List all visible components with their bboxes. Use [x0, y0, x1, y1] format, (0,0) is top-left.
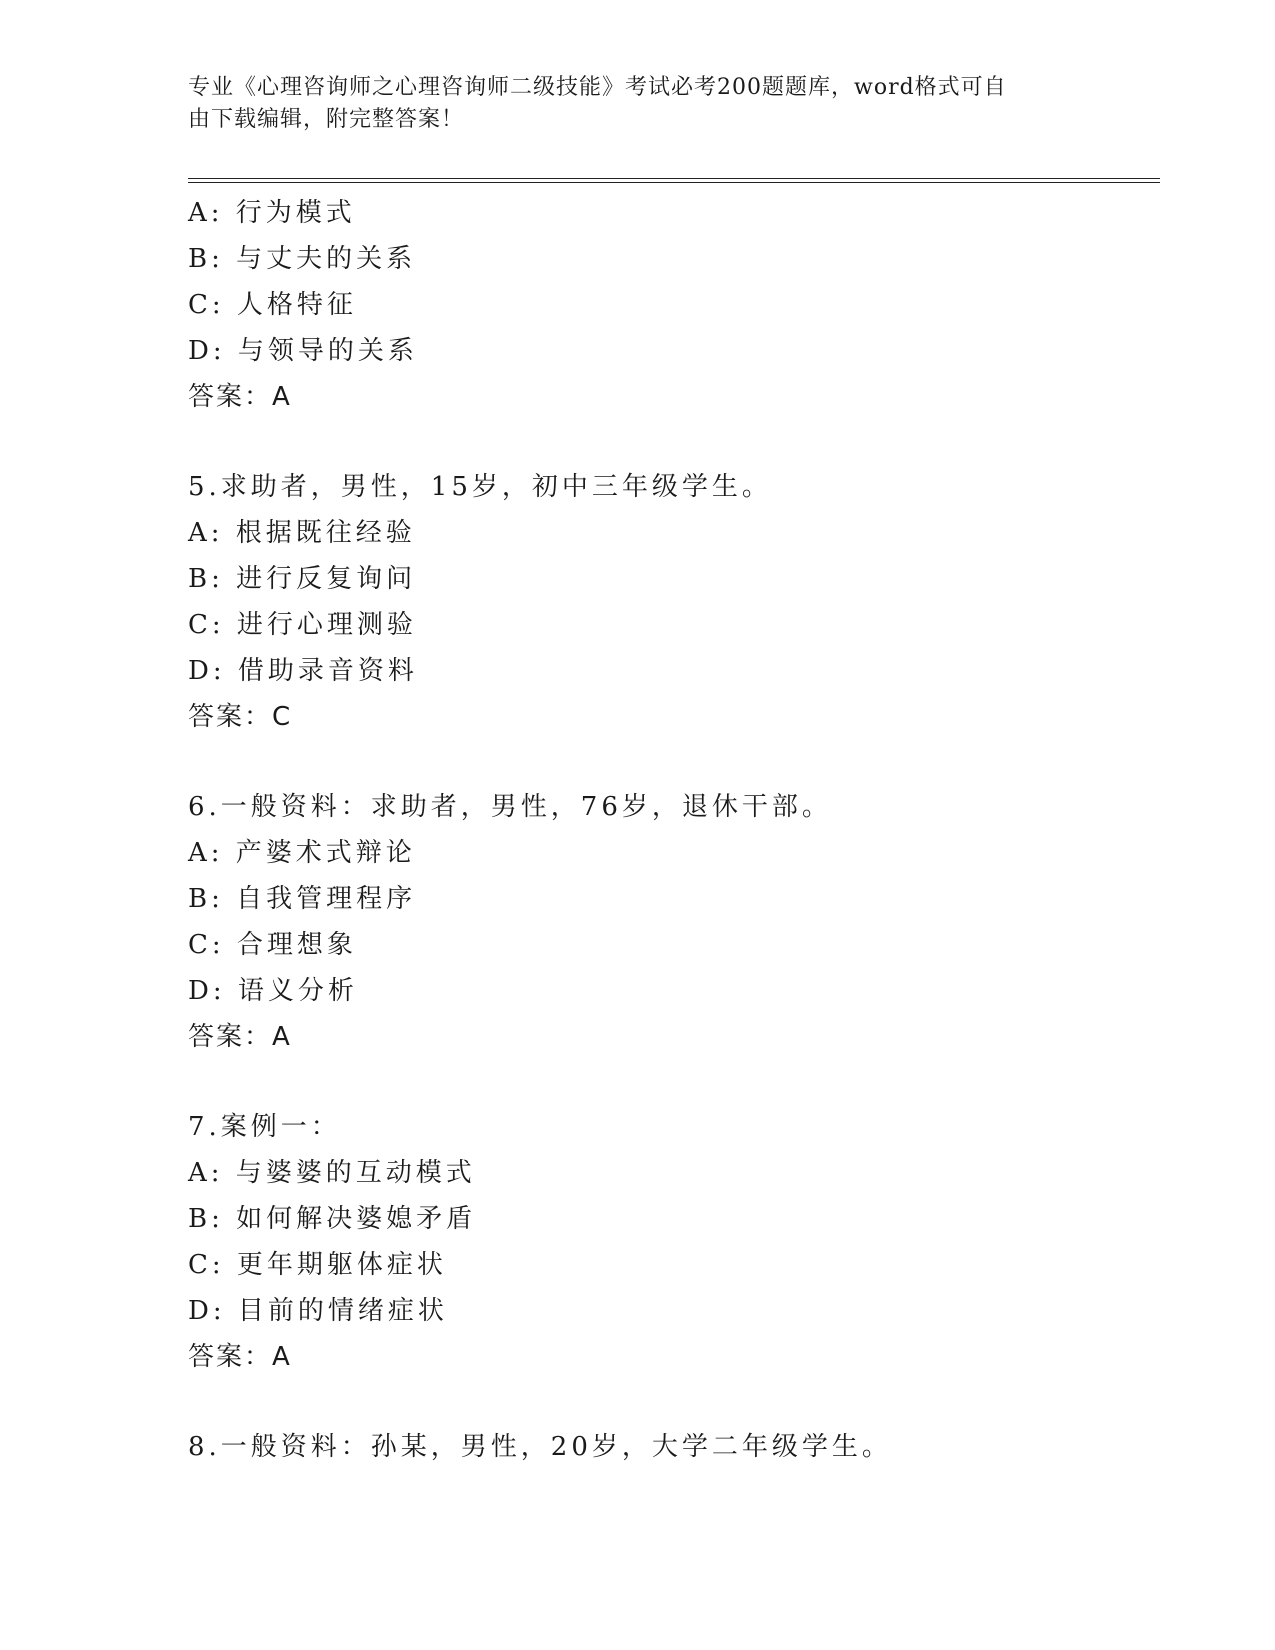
option-a: A: 根据既往经验 [188, 518, 416, 548]
option-a: A: 与婆婆的互动模式 [188, 1158, 476, 1188]
option-b: B: 如何解决婆媳矛盾 [188, 1204, 477, 1234]
spacer [188, 420, 1148, 464]
question-text: 8.一般资料：孙某，男性，20岁，大学二年级学生。 [188, 1432, 892, 1462]
question-list [188, 190, 1148, 1470]
answer-line: 答案：A [188, 1022, 292, 1052]
option-a: A: 产婆术式辩论 [188, 838, 416, 868]
question-text: 6.一般资料：求助者，男性，76岁，退休干部。 [188, 792, 832, 822]
option-b: B: 进行反复询问 [188, 564, 417, 594]
option-c: C: 合理想象 [188, 930, 357, 960]
question-text: 7.案例一： [188, 1112, 341, 1142]
option-d: D: 目前的情绪症状 [188, 1296, 448, 1326]
option-d: D: 语义分析 [188, 976, 358, 1006]
question-block-7 [188, 1104, 1148, 1380]
option-a: A: 行为模式 [188, 198, 356, 228]
question-block-4 [188, 190, 1148, 420]
header-divider [188, 178, 1160, 183]
question-block-6 [188, 784, 1148, 1060]
question-block-8 [188, 1424, 1148, 1470]
option-c: C: 更年期躯体症状 [188, 1250, 447, 1280]
document-header [188, 72, 1068, 136]
option-d: D: 与领导的关系 [188, 336, 418, 366]
header-line-2: 由下载编辑，附完整答案！ [188, 107, 465, 132]
question-block-5 [188, 464, 1148, 740]
question-text: 5.求助者，男性，15岁，初中三年级学生。 [188, 472, 772, 502]
option-c: C: 人格特征 [188, 290, 357, 320]
spacer [188, 740, 1148, 784]
header-line-1: 专业《心理咨询师之心理咨询师二级技能》考试必考200题题库，word格式可自 [188, 75, 1007, 100]
answer-line: 答案：C [188, 702, 293, 732]
spacer [188, 1380, 1148, 1424]
answer-line: 答案：A [188, 1342, 292, 1372]
option-b: B: 自我管理程序 [188, 884, 417, 914]
option-b: B: 与丈夫的关系 [188, 244, 417, 274]
answer-line: 答案：A [188, 382, 292, 412]
option-d: D: 借助录音资料 [188, 656, 418, 686]
spacer [188, 1060, 1148, 1104]
option-c: C: 进行心理测验 [188, 610, 417, 640]
